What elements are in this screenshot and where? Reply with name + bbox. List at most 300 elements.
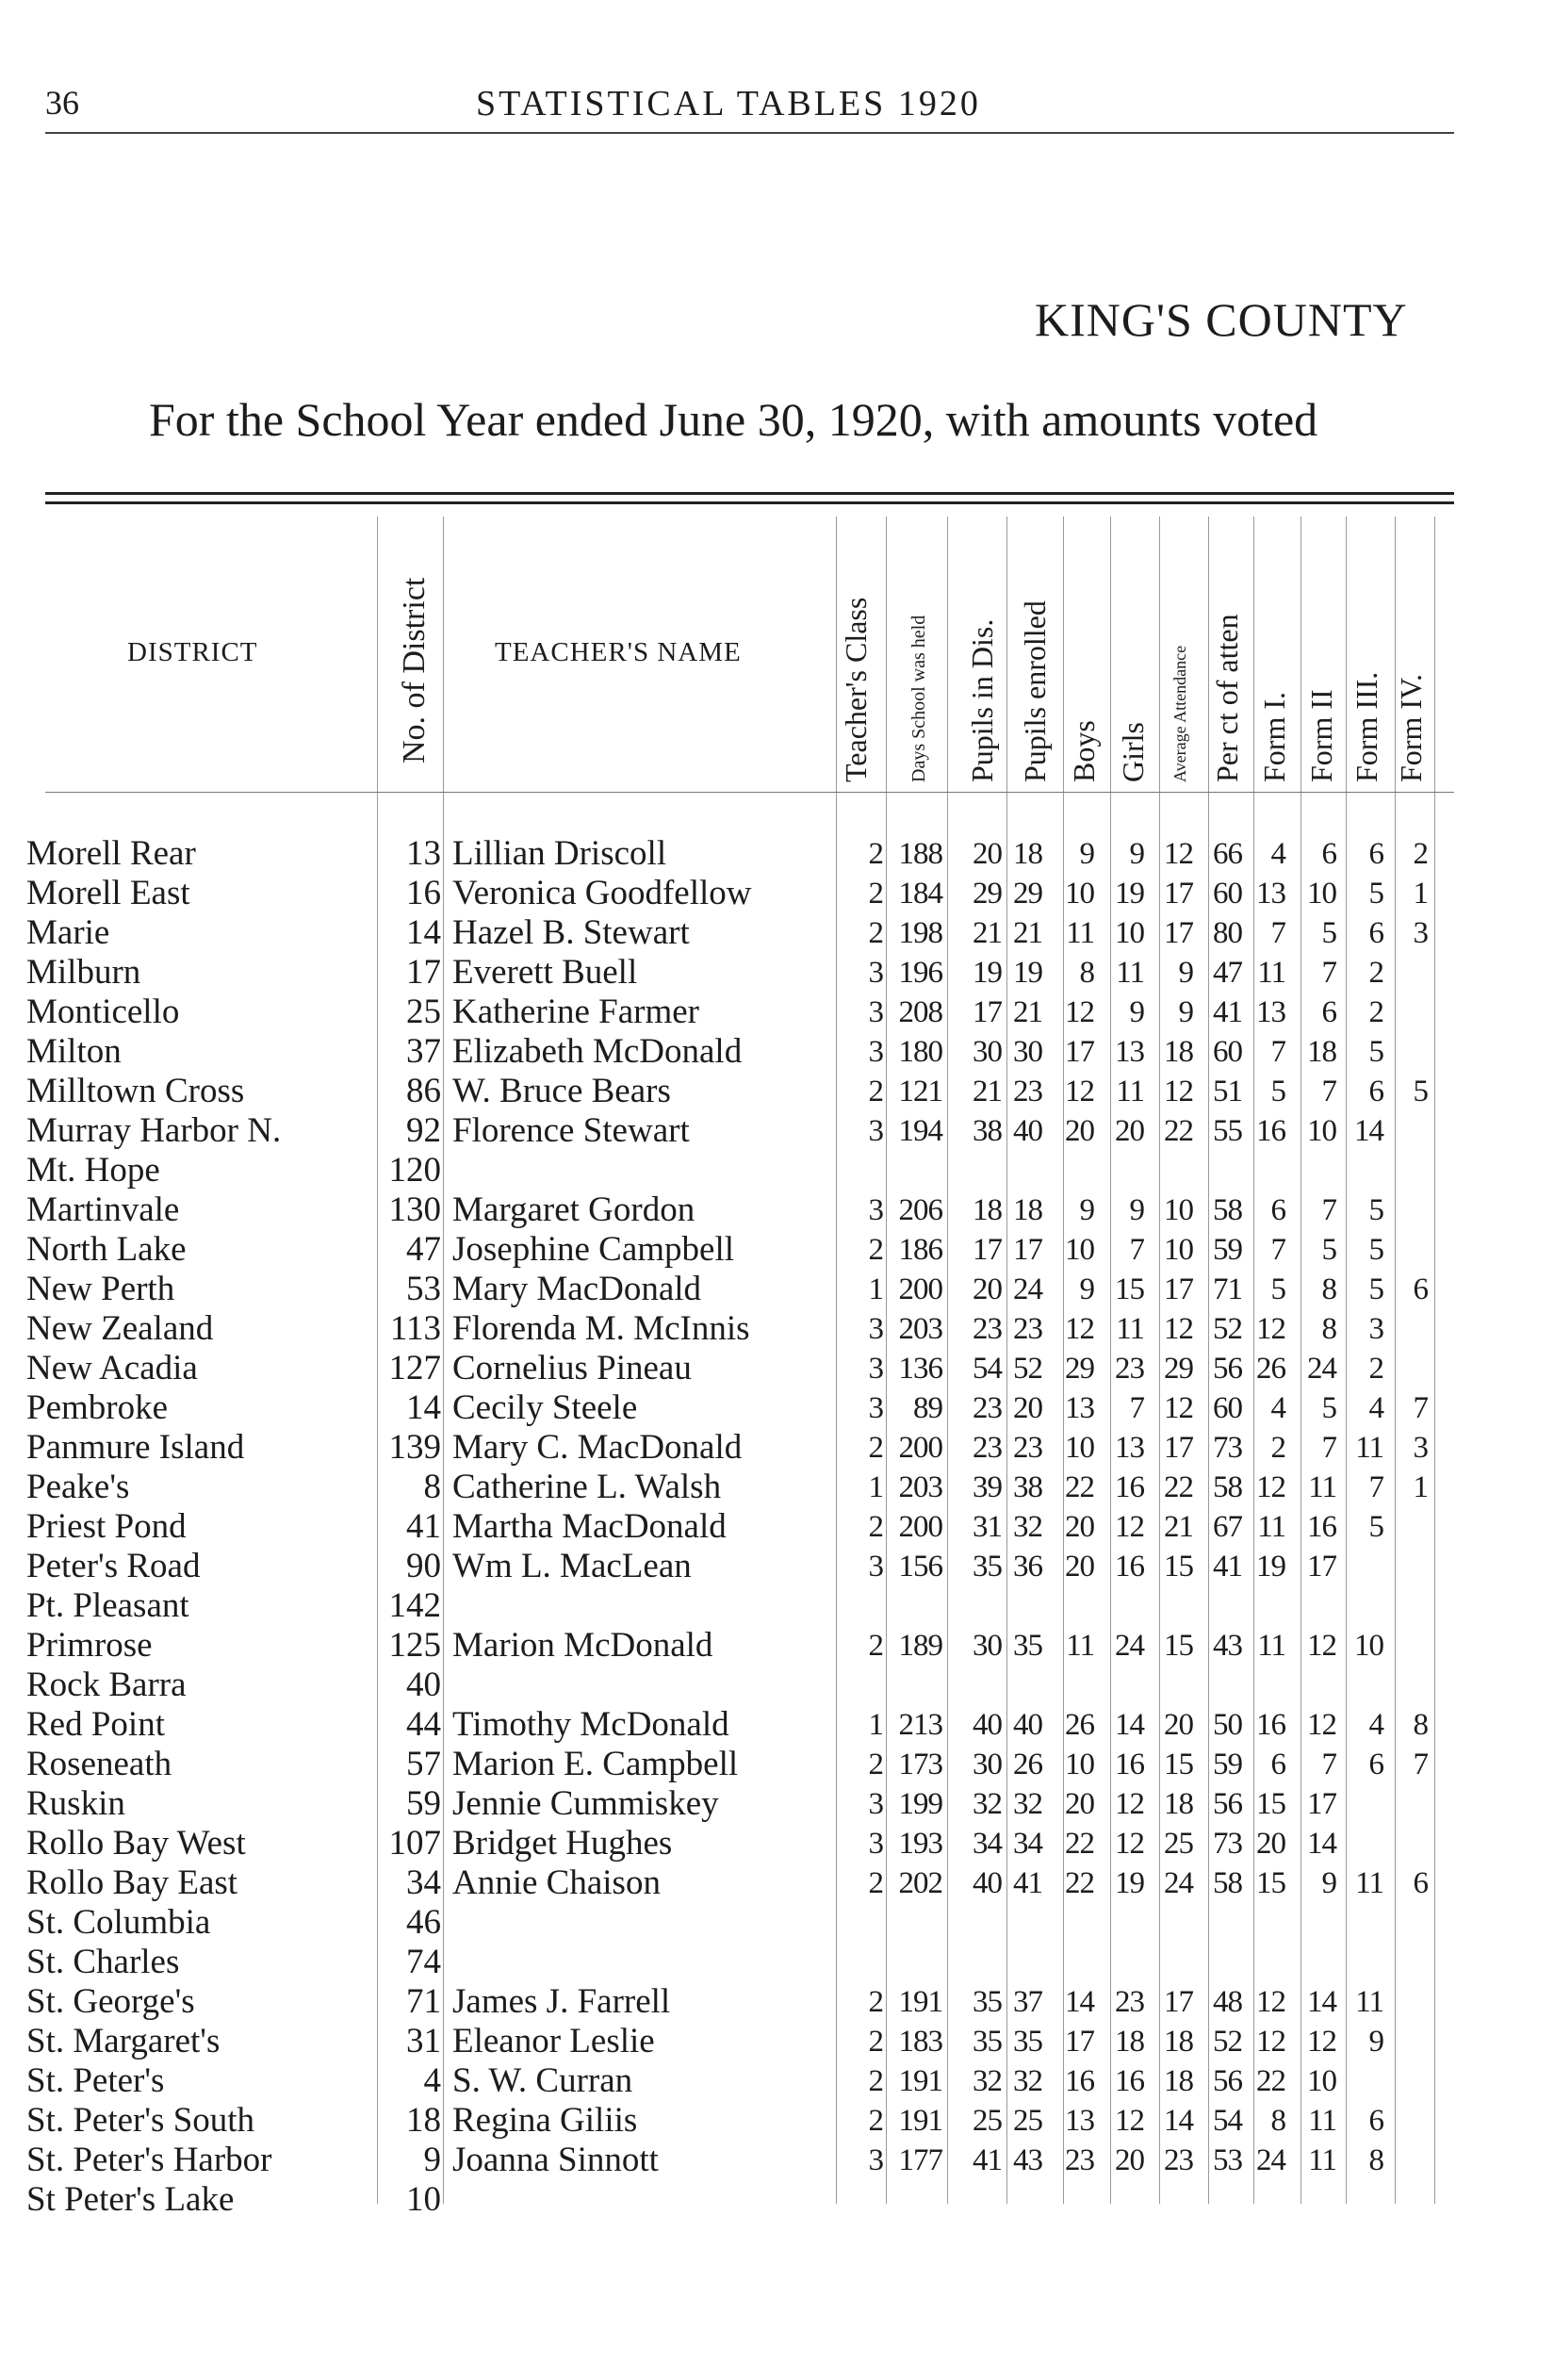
stat-cell: 67 bbox=[1213, 1510, 1242, 1544]
district-name: St. Columbia bbox=[26, 1903, 211, 1942]
stat-cell: 20 bbox=[1065, 1550, 1094, 1584]
district-number: 107 bbox=[388, 1824, 441, 1863]
stat-cell: 7 bbox=[1129, 1233, 1144, 1267]
teacher-name: Mary MacDonald bbox=[452, 1270, 702, 1308]
stat-cell: 2 bbox=[1368, 995, 1383, 1029]
stat-cell: 22 bbox=[1065, 1827, 1094, 1861]
teacher-name: Wm L. MacLean bbox=[452, 1547, 692, 1585]
header-rule bbox=[45, 132, 1454, 134]
stat-cell: 17 bbox=[973, 995, 1002, 1029]
stat-cell bbox=[953, 2180, 1002, 2220]
stat-cell: 12 bbox=[1115, 1827, 1144, 1861]
stat-cell: 9 bbox=[1079, 837, 1094, 871]
table-row bbox=[0, 1507, 1554, 1547]
district-name: Rollo Bay West bbox=[26, 1824, 246, 1863]
stat-cell: 20 bbox=[973, 1272, 1002, 1306]
stat-cell: 6 bbox=[1413, 1866, 1428, 1900]
teacher-name: Timothy McDonald bbox=[452, 1705, 729, 1744]
column-header-district: DISTRICT bbox=[127, 637, 258, 667]
stat-cell: 3 bbox=[868, 956, 883, 990]
column-header-stat-7: Average Attendance bbox=[1170, 645, 1189, 782]
district-number: 127 bbox=[388, 1349, 441, 1387]
stat-cell: 21 bbox=[1164, 1510, 1193, 1544]
teacher-name: Marion E. Campbell bbox=[452, 1745, 739, 1783]
stat-cell: 20 bbox=[1115, 2143, 1144, 2177]
table-row bbox=[0, 1349, 1554, 1388]
table-row bbox=[0, 1388, 1554, 1428]
stat-cell bbox=[1199, 1586, 1242, 1626]
stat-cell bbox=[845, 2180, 883, 2220]
teacher-name: Margaret Gordon bbox=[452, 1190, 695, 1229]
table-row bbox=[0, 1745, 1554, 1784]
stat-cell: 3 bbox=[1413, 1431, 1428, 1465]
stat-cell: 16 bbox=[1115, 2064, 1144, 2098]
stat-cell: 2 bbox=[1368, 1352, 1383, 1386]
stat-cell bbox=[1342, 1943, 1383, 1982]
stat-cell: 12 bbox=[1256, 1312, 1285, 1346]
stat-cell: 50 bbox=[1213, 1708, 1242, 1742]
stat-cell: 186 bbox=[898, 1233, 942, 1267]
stat-cell: 2 bbox=[868, 1510, 883, 1544]
stat-cell bbox=[953, 1943, 1002, 1982]
teacher-name: Mary C. MacDonald bbox=[452, 1428, 743, 1467]
stat-cell bbox=[1101, 1151, 1144, 1190]
stat-cell bbox=[884, 1943, 942, 1982]
district-number: 41 bbox=[406, 1507, 441, 1546]
stat-cell: 30 bbox=[1013, 1035, 1042, 1069]
teacher-name: S. W. Curran bbox=[452, 2061, 633, 2100]
teacher-name: Lillian Driscoll bbox=[452, 834, 667, 873]
stat-cell: 23 bbox=[973, 1312, 1002, 1346]
stat-cell: 40 bbox=[973, 1708, 1002, 1742]
stat-cell bbox=[1390, 1309, 1428, 1349]
stat-cell bbox=[1390, 1349, 1428, 1388]
stat-cell: 38 bbox=[973, 1114, 1002, 1148]
column-header-stat-11: Form III. bbox=[1349, 671, 1383, 782]
table-row bbox=[0, 1230, 1554, 1270]
stat-cell: 11 bbox=[1308, 1470, 1336, 1504]
district-number: 120 bbox=[388, 1151, 441, 1190]
stat-cell: 23 bbox=[1115, 1985, 1144, 2019]
stat-cell: 8 bbox=[1413, 1708, 1428, 1742]
stat-cell bbox=[1390, 1784, 1428, 1824]
district-name: Rollo Bay East bbox=[26, 1863, 238, 1902]
stat-cell: 20 bbox=[1256, 1827, 1285, 1861]
stat-cell bbox=[1199, 1666, 1242, 1705]
stat-cell: 40 bbox=[1013, 1708, 1042, 1742]
stat-cell bbox=[1199, 1151, 1242, 1190]
stat-cell: 48 bbox=[1213, 1985, 1242, 2019]
stat-cell: 30 bbox=[973, 1629, 1002, 1663]
stat-cell bbox=[1248, 1666, 1285, 1705]
stat-cell: 12 bbox=[1256, 1470, 1285, 1504]
stat-cell bbox=[1150, 1151, 1193, 1190]
stat-cell: 5 bbox=[1368, 1193, 1383, 1227]
district-number: 16 bbox=[406, 874, 441, 912]
district-name: Marie bbox=[26, 913, 110, 952]
teacher-name: Josephine Campbell bbox=[452, 1230, 735, 1269]
district-name: North Lake bbox=[26, 1230, 187, 1269]
stat-cell bbox=[1390, 1666, 1428, 1705]
stat-cell: 10 bbox=[1065, 1748, 1094, 1781]
stat-cell: 36 bbox=[1013, 1550, 1042, 1584]
stat-cell: 4 bbox=[1270, 837, 1285, 871]
stat-cell: 9 bbox=[1129, 995, 1144, 1029]
stat-cell: 11 bbox=[1066, 916, 1094, 950]
stat-cell: 10 bbox=[1065, 1431, 1094, 1465]
table-row bbox=[0, 1428, 1554, 1468]
column-header-stat-9: Form I. bbox=[1256, 692, 1291, 782]
district-number: 53 bbox=[406, 1270, 441, 1308]
stat-cell: 7 bbox=[1413, 1748, 1428, 1781]
stat-cell: 2 bbox=[868, 2104, 883, 2138]
stat-cell bbox=[845, 1943, 883, 1982]
stat-cell: 19 bbox=[973, 956, 1002, 990]
table-row bbox=[0, 1784, 1554, 1824]
stat-cell: 18 bbox=[1115, 2025, 1144, 2059]
stat-cell bbox=[1390, 1230, 1428, 1270]
stat-cell: 4 bbox=[1368, 1708, 1383, 1742]
stat-cell: 19 bbox=[1256, 1550, 1285, 1584]
stat-cell: 41 bbox=[1013, 1866, 1042, 1900]
district-number: 9 bbox=[423, 2141, 441, 2179]
teacher-name: W. Bruce Bears bbox=[452, 1072, 671, 1110]
stat-cell: 1 bbox=[868, 1272, 883, 1306]
stat-cell: 34 bbox=[1013, 1827, 1042, 1861]
table-row bbox=[0, 2141, 1554, 2180]
stat-cell: 12 bbox=[1115, 1787, 1144, 1821]
stat-cell: 6 bbox=[1321, 837, 1336, 871]
stat-cell: 39 bbox=[973, 1470, 1002, 1504]
stat-cell: 16 bbox=[1115, 1748, 1144, 1781]
stat-cell: 80 bbox=[1213, 916, 1242, 950]
stat-cell: 2 bbox=[1270, 1431, 1285, 1465]
stat-cell: 29 bbox=[1164, 1352, 1193, 1386]
stat-cell: 7 bbox=[1321, 1075, 1336, 1108]
district-number: 31 bbox=[406, 2022, 441, 2060]
stat-cell: 3 bbox=[868, 1550, 883, 1584]
district-name: Ruskin bbox=[26, 1784, 125, 1823]
stat-cell: 4 bbox=[1270, 1391, 1285, 1425]
stat-cell: 21 bbox=[1013, 995, 1042, 1029]
stat-cell bbox=[1390, 2101, 1428, 2141]
stat-cell bbox=[884, 1666, 942, 1705]
stat-cell: 40 bbox=[1013, 1114, 1042, 1148]
district-number: 18 bbox=[406, 2101, 441, 2140]
stat-cell: 56 bbox=[1213, 2064, 1242, 2098]
stat-cell: 13 bbox=[1256, 995, 1285, 1029]
stat-cell: 29 bbox=[1013, 877, 1042, 911]
stat-cell: 19 bbox=[1115, 1866, 1144, 1900]
teacher-name: Everett Buell bbox=[452, 953, 638, 992]
table-row bbox=[0, 993, 1554, 1032]
stat-cell: 2 bbox=[868, 1866, 883, 1900]
stat-cell: 17 bbox=[1013, 1233, 1042, 1267]
table-row bbox=[0, 1863, 1554, 1903]
stat-cell: 31 bbox=[973, 1510, 1002, 1544]
stat-cell: 7 bbox=[1270, 1035, 1285, 1069]
stat-cell: 60 bbox=[1213, 1391, 1242, 1425]
stat-cell: 9 bbox=[1178, 995, 1193, 1029]
stat-cell: 19 bbox=[1013, 956, 1042, 990]
stat-cell: 20 bbox=[973, 837, 1002, 871]
teacher-name: Florenda M. McInnis bbox=[452, 1309, 750, 1348]
stat-cell: 191 bbox=[898, 2104, 942, 2138]
stat-cell bbox=[1342, 2180, 1383, 2220]
stat-cell: 6 bbox=[1368, 2104, 1383, 2138]
stat-cell: 89 bbox=[913, 1391, 942, 1425]
stat-cell: 14 bbox=[1307, 1827, 1336, 1861]
stat-cell: 200 bbox=[898, 1510, 942, 1544]
stat-cell: 23 bbox=[1013, 1431, 1042, 1465]
stat-cell: 18 bbox=[1013, 1193, 1042, 1227]
teacher-name: Joanna Sinnott bbox=[452, 2141, 659, 2179]
district-number: 74 bbox=[406, 1943, 441, 1981]
district-name: Panmure Island bbox=[26, 1428, 245, 1467]
stat-cell: 15 bbox=[1115, 1272, 1144, 1306]
stat-cell: 202 bbox=[898, 1866, 942, 1900]
stat-cell: 6 bbox=[1368, 916, 1383, 950]
stat-cell: 10 bbox=[1065, 1233, 1094, 1267]
stat-cell bbox=[953, 1586, 1002, 1626]
stat-cell bbox=[953, 1903, 1002, 1943]
district-number: 4 bbox=[423, 2061, 441, 2100]
stat-cell bbox=[884, 1903, 942, 1943]
stat-cell: 14 bbox=[1164, 2104, 1193, 2138]
stat-cell bbox=[1101, 1586, 1144, 1626]
stat-cell: 14 bbox=[1065, 1985, 1094, 2019]
stat-cell: 8 bbox=[1079, 956, 1094, 990]
table-row bbox=[0, 1309, 1554, 1349]
stat-cell: 5 bbox=[1270, 1272, 1285, 1306]
stat-cell: 24 bbox=[1164, 1866, 1193, 1900]
district-number: 17 bbox=[406, 953, 441, 992]
column-header-stat-8: Per ct of atten bbox=[1209, 614, 1244, 782]
header-bottom-rule bbox=[45, 792, 1454, 793]
stat-cell: 5 bbox=[1321, 916, 1336, 950]
column-header-stat-2: Days School was held bbox=[908, 615, 929, 782]
stat-cell: 20 bbox=[1065, 1510, 1094, 1544]
stat-cell: 3 bbox=[1368, 1312, 1383, 1346]
stat-cell bbox=[1001, 1943, 1042, 1982]
district-number: 14 bbox=[406, 1388, 441, 1427]
stat-cell: 13 bbox=[1065, 1391, 1094, 1425]
column-header-stat-1: Teacher's Class bbox=[838, 597, 873, 782]
stat-cell bbox=[1342, 1586, 1383, 1626]
stat-cell: 18 bbox=[1164, 1787, 1193, 1821]
stat-cell: 14 bbox=[1307, 1985, 1336, 2019]
stat-cell: 2 bbox=[868, 1233, 883, 1267]
table-top-rule bbox=[45, 492, 1454, 495]
district-name: Martinvale bbox=[26, 1190, 180, 1229]
stat-cell: 8 bbox=[1321, 1312, 1336, 1346]
stat-cell: 22 bbox=[1065, 1866, 1094, 1900]
teacher-name: Catherine L. Walsh bbox=[452, 1468, 722, 1506]
stat-cell: 58 bbox=[1213, 1470, 1242, 1504]
stat-cell: 29 bbox=[1065, 1352, 1094, 1386]
table-row bbox=[0, 1468, 1554, 1507]
stat-cell: 11 bbox=[1308, 2143, 1336, 2177]
stat-cell bbox=[1390, 2141, 1428, 2180]
stat-cell: 5 bbox=[1321, 1233, 1336, 1267]
stat-cell bbox=[1390, 1943, 1428, 1982]
stat-cell: 7 bbox=[1270, 1233, 1285, 1267]
district-name: Red Point bbox=[26, 1705, 165, 1744]
stat-cell: 6 bbox=[1368, 1748, 1383, 1781]
stat-cell: 194 bbox=[898, 1114, 942, 1148]
stat-cell: 10 bbox=[1065, 877, 1094, 911]
district-name: Milburn bbox=[26, 953, 141, 992]
stat-cell: 18 bbox=[1164, 2025, 1193, 2059]
district-number: 59 bbox=[406, 1784, 441, 1823]
column-header-stat-5: Boys bbox=[1066, 720, 1101, 782]
teacher-name: Cecily Steele bbox=[452, 1388, 638, 1427]
district-name: Morell Rear bbox=[26, 834, 196, 873]
table-row bbox=[0, 2101, 1554, 2141]
stat-cell: 32 bbox=[1013, 1787, 1042, 1821]
stat-cell: 3 bbox=[868, 1787, 883, 1821]
stat-cell: 59 bbox=[1213, 1748, 1242, 1781]
stat-cell: 12 bbox=[1164, 1312, 1193, 1346]
stat-cell: 6 bbox=[1368, 837, 1383, 871]
stat-cell: 34 bbox=[973, 1827, 1002, 1861]
stat-cell: 7 bbox=[1413, 1391, 1428, 1425]
stat-cell: 2 bbox=[868, 1075, 883, 1108]
district-name: Mt. Hope bbox=[26, 1151, 160, 1190]
stat-cell: 22 bbox=[1164, 1470, 1193, 1504]
stat-cell bbox=[1390, 1190, 1428, 1230]
district-number: 86 bbox=[406, 1072, 441, 1110]
district-name: New Zealand bbox=[26, 1309, 214, 1348]
stat-cell: 136 bbox=[898, 1352, 942, 1386]
stat-cell: 10 bbox=[1307, 2064, 1336, 2098]
stat-cell: 15 bbox=[1256, 1787, 1285, 1821]
stat-cell: 15 bbox=[1164, 1748, 1193, 1781]
stat-cell: 52 bbox=[1213, 1312, 1242, 1346]
district-number: 40 bbox=[406, 1666, 441, 1704]
stat-cell: 11 bbox=[1257, 1510, 1285, 1544]
stat-cell: 35 bbox=[973, 1550, 1002, 1584]
table-row bbox=[0, 953, 1554, 993]
stat-cell bbox=[1390, 1151, 1428, 1190]
stat-cell: 10 bbox=[1354, 1629, 1383, 1663]
stat-cell bbox=[953, 1666, 1002, 1705]
table-row bbox=[0, 1824, 1554, 1863]
table-row bbox=[0, 1151, 1554, 1190]
stat-cell: 15 bbox=[1164, 1629, 1193, 1663]
stat-cell: 3 bbox=[868, 1352, 883, 1386]
stat-cell: 17 bbox=[1065, 2025, 1094, 2059]
stat-cell: 10 bbox=[1307, 877, 1336, 911]
stat-cell bbox=[1051, 1586, 1094, 1626]
table-row bbox=[0, 1547, 1554, 1586]
stat-cell: 20 bbox=[1115, 1114, 1144, 1148]
stat-cell bbox=[953, 1151, 1002, 1190]
stat-cell bbox=[1291, 2180, 1336, 2220]
stat-cell: 22 bbox=[1065, 1470, 1094, 1504]
stat-cell: 13 bbox=[1256, 877, 1285, 911]
stat-cell: 10 bbox=[1164, 1193, 1193, 1227]
table-row bbox=[0, 2022, 1554, 2061]
stat-cell: 22 bbox=[1256, 2064, 1285, 2098]
stat-cell: 17 bbox=[1164, 1985, 1193, 2019]
stat-cell bbox=[845, 1151, 883, 1190]
stat-cell: 59 bbox=[1213, 1233, 1242, 1267]
teacher-name: James J. Farrell bbox=[452, 1982, 671, 2021]
stat-cell: 41 bbox=[1213, 1550, 1242, 1584]
stat-cell: 1 bbox=[868, 1470, 883, 1504]
stat-cell: 9 bbox=[1129, 837, 1144, 871]
district-number: 44 bbox=[406, 1705, 441, 1744]
teacher-name: Eleanor Leslie bbox=[452, 2022, 655, 2060]
running-title: STATISTICAL TABLES 1920 bbox=[476, 84, 981, 123]
stat-cell bbox=[1291, 1586, 1336, 1626]
stat-cell bbox=[1291, 1903, 1336, 1943]
stat-cell: 7 bbox=[1368, 1470, 1383, 1504]
stat-cell: 54 bbox=[973, 1352, 1002, 1386]
stat-cell: 1 bbox=[1413, 877, 1428, 911]
table-top-rule-inner bbox=[45, 501, 1454, 504]
stat-cell: 23 bbox=[1065, 2143, 1094, 2177]
stat-cell bbox=[1101, 1943, 1144, 1982]
district-number: 46 bbox=[406, 1903, 441, 1942]
stat-cell: 196 bbox=[898, 956, 942, 990]
stat-cell: 177 bbox=[898, 2143, 942, 2177]
district-name: Peake's bbox=[26, 1468, 130, 1506]
stat-cell bbox=[1390, 1547, 1428, 1586]
stat-cell: 16 bbox=[1065, 2064, 1094, 2098]
stat-cell: 7 bbox=[1321, 956, 1336, 990]
stat-cell: 8 bbox=[1368, 2143, 1383, 2177]
table-row bbox=[0, 1032, 1554, 1072]
stat-cell: 208 bbox=[898, 995, 942, 1029]
district-name: Murray Harbor N. bbox=[26, 1111, 282, 1150]
stat-cell: 71 bbox=[1213, 1272, 1242, 1306]
stat-cell: 73 bbox=[1213, 1827, 1242, 1861]
stat-cell bbox=[1150, 1666, 1193, 1705]
page-number: 36 bbox=[45, 84, 79, 122]
district-number: 34 bbox=[406, 1863, 441, 1902]
stat-cell: 3 bbox=[868, 1114, 883, 1148]
district-name: St. George's bbox=[26, 1982, 195, 2021]
stat-cell bbox=[1390, 2061, 1428, 2101]
stat-cell bbox=[1390, 1586, 1428, 1626]
table-row bbox=[0, 1190, 1554, 1230]
stat-cell: 66 bbox=[1213, 837, 1242, 871]
stat-cell: 7 bbox=[1321, 1431, 1336, 1465]
district-number: 13 bbox=[406, 834, 441, 873]
stat-cell bbox=[1390, 2180, 1428, 2220]
column-header-district-no: No. of District bbox=[397, 577, 432, 763]
teacher-name: Regina Giliis bbox=[452, 2101, 638, 2140]
stat-cell: 16 bbox=[1115, 1470, 1144, 1504]
stat-cell: 9 bbox=[1321, 1866, 1336, 1900]
stat-cell: 20 bbox=[1164, 1708, 1193, 1742]
stat-cell: 47 bbox=[1213, 956, 1242, 990]
stat-cell: 11 bbox=[1355, 1985, 1383, 2019]
stat-cell: 26 bbox=[1013, 1748, 1042, 1781]
stat-cell: 9 bbox=[1129, 1193, 1144, 1227]
stat-cell: 11 bbox=[1355, 1431, 1383, 1465]
stat-cell: 7 bbox=[1129, 1391, 1144, 1425]
stat-cell: 40 bbox=[973, 1866, 1002, 1900]
stat-cell: 6 bbox=[1413, 1272, 1428, 1306]
stat-cell: 17 bbox=[1164, 877, 1193, 911]
stat-cell: 32 bbox=[1013, 2064, 1042, 2098]
stat-cell: 200 bbox=[898, 1431, 942, 1465]
stat-cell: 11 bbox=[1257, 1629, 1285, 1663]
stat-cell: 188 bbox=[898, 837, 942, 871]
